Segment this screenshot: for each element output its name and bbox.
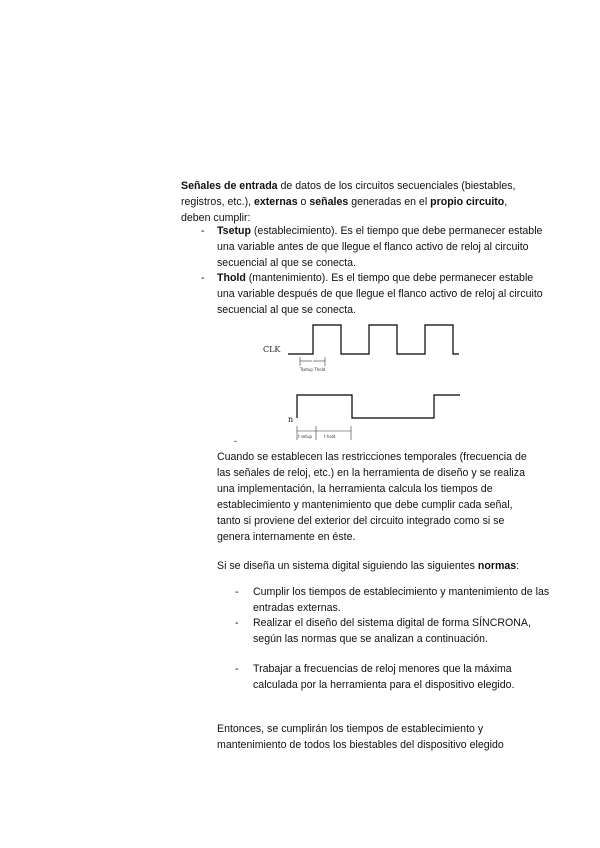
bullet-term: Tsetup <box>217 225 251 237</box>
rule-text: Realizar el diseño del sistema digital de forma SÍNCRONA, según las normas que se analizan a continuación. <box>253 617 531 645</box>
conclusion-paragraph: Entonces, se cumplirán los tiempos de establecimiento y mantenimiento de todos los biestables del dispositivo elegido <box>217 723 504 751</box>
hold-label-2: t hold <box>324 434 336 439</box>
rule-item <box>235 584 553 616</box>
restrictions-paragraph: Cuando se establecen las restricciones temporales (frecuencia de las señales de reloj, etc.) en la herramienta de diseño y se realiza una implementación, la herramienta calcula los tiempos de establecimiento y mantenimiento que debe cumplir cada señal, tanto si proviene del exterior del circuito integrado como si se genera internamente en éste. <box>217 451 527 543</box>
intro-bold-5: señales <box>309 196 349 208</box>
intro-text-6: generadas en el <box>348 196 431 208</box>
setup-label-2: t setup <box>298 434 313 439</box>
intro-text-2: de datos de los circuitos secuenciales (biestables, registros, etc.), <box>181 180 516 208</box>
rule-text: Cumplir los tiempos de establecimiento y mantenimiento de las entradas externas. <box>253 586 550 614</box>
setup-hold-label-1: Tsetup Thold <box>300 367 326 372</box>
stray-dash: - <box>234 436 237 446</box>
rule-text: Trabajar a frecuencias de reloj menores que la máxima calculada por la herramienta para el dispositivo elegido. <box>253 663 515 691</box>
rule-dash: - <box>235 586 239 598</box>
bullet-dash: - <box>201 225 205 237</box>
norms-colon: : <box>516 560 520 572</box>
signal-label: n <box>288 415 294 424</box>
intro-text-8: , deben cumplir: <box>181 196 508 224</box>
clk-label: CLK <box>263 345 281 354</box>
bullet-dash: - <box>201 272 205 284</box>
intro-text-4: o <box>297 196 310 208</box>
intro-bold-3: externas <box>254 196 298 208</box>
intro-bold-1: Señales de entrada <box>181 180 278 192</box>
intro-bold-7: propio circuito <box>430 196 505 208</box>
rule-item <box>235 615 553 647</box>
bullet-text: (establecimiento). Es el tiempo que debe permanecer estable una variable antes de que llegue el flanco activo de reloj al circuito secuencial al que se conecta. <box>217 225 543 269</box>
norms-intro-paragraph <box>217 558 535 574</box>
clk-waveform <box>288 325 459 354</box>
rule-dash: - <box>235 663 239 675</box>
bullet-term: Thold <box>217 272 246 284</box>
norms-intro-text: Si se diseña un sistema digital siguiendo las siguientes <box>217 560 478 572</box>
bullet-text: (mantenimiento). Es el tiempo que debe permanecer estable una variable después de que llegue el flanco activo de reloj al circuito secuencial al que se conecta. <box>217 272 543 316</box>
signal-waveform <box>297 395 460 418</box>
rule-item <box>235 661 553 693</box>
norms-bold: normas <box>477 560 517 572</box>
rule-dash: - <box>235 617 239 629</box>
